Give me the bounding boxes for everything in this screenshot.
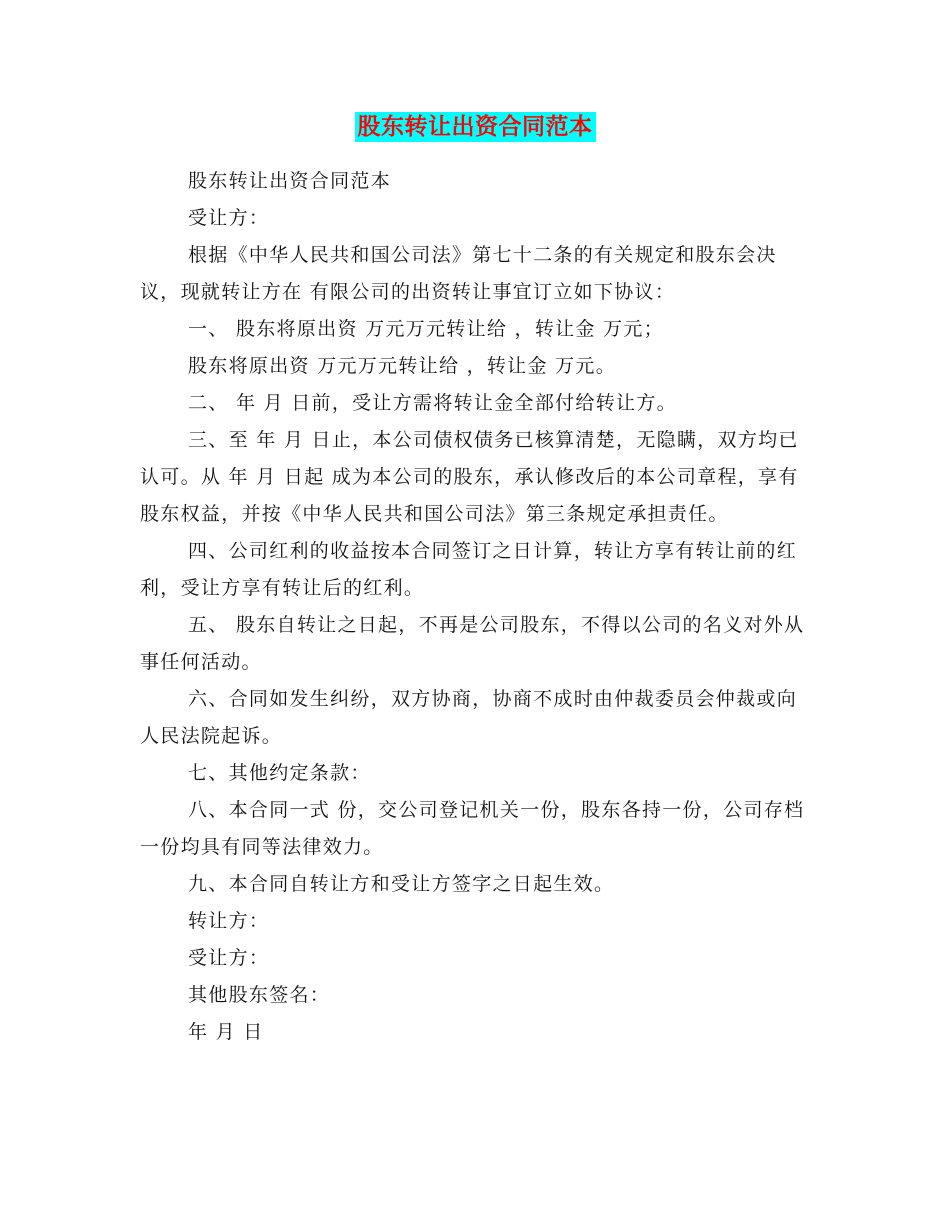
paragraph-clause-1-continued: 股东将原出资 万元万元转让给 ，转让金 万元。 <box>188 355 617 377</box>
paragraph-clause-8: 八、本合同一式 份，交公司登记机关一份，股东各持一份，公司存档一份均具有同等法律效力。 <box>140 799 805 858</box>
paragraph-transferee: 受让方： <box>188 207 270 229</box>
title-wrapper <box>0 112 950 142</box>
paragraph-clause-4: 四、公司红利的收益按本合同签订之日计算，转让方享有转让前的红利，受让方享有转让后的红利。 <box>140 540 798 599</box>
paragraph-preamble: 根据《中华人民共和国公司法》第七十二条的有关规定和股东会决议，现就转让方在 有限公司的出资转让事宜订立如下协议： <box>140 244 777 303</box>
paragraph-clause-1: 一、 股东将原出资 万元万元转让给 ，转让金 万元； <box>188 318 664 340</box>
paragraph-clause-3: 三、至 年 月 日止，本公司债权债务已核算清楚，无隐瞒，双方均已认可。从 年 月 日起 成为本公司的股东，承认修改后的本公司章程，享有股东权益，并按《中华人民共和国公司法》第三条规定承担责任。 <box>140 429 799 525</box>
signature-transferor: 转让方： <box>188 910 270 932</box>
paragraph-clause-6: 六、合同如发生纠纷，双方协商，协商不成时由仲裁委员会仲裁或向人民法院起诉。 <box>140 688 798 747</box>
signature-transferee: 受让方： <box>188 947 270 969</box>
document-body <box>140 163 810 1051</box>
signature-date: 年 月 日 <box>188 1021 264 1043</box>
document-title: 股东转让出资合同范本 <box>355 112 596 142</box>
paragraph-clause-9: 九、本合同自转让方和受让方签字之日起生效。 <box>188 873 615 895</box>
signature-other-shareholders: 其他股东签名： <box>188 984 331 1006</box>
paragraph-clause-7: 七、其他约定条款： <box>188 762 371 784</box>
paragraph-subtitle: 股东转让出资合同范本 <box>188 170 392 192</box>
paragraph-clause-2: 二、 年 月 日前，受让方需将转让金全部付给转让方。 <box>188 392 677 414</box>
paragraph-clause-5: 五、 股东自转让之日起，不再是公司股东，不得以公司的名义对外从事任何活动。 <box>140 614 805 673</box>
